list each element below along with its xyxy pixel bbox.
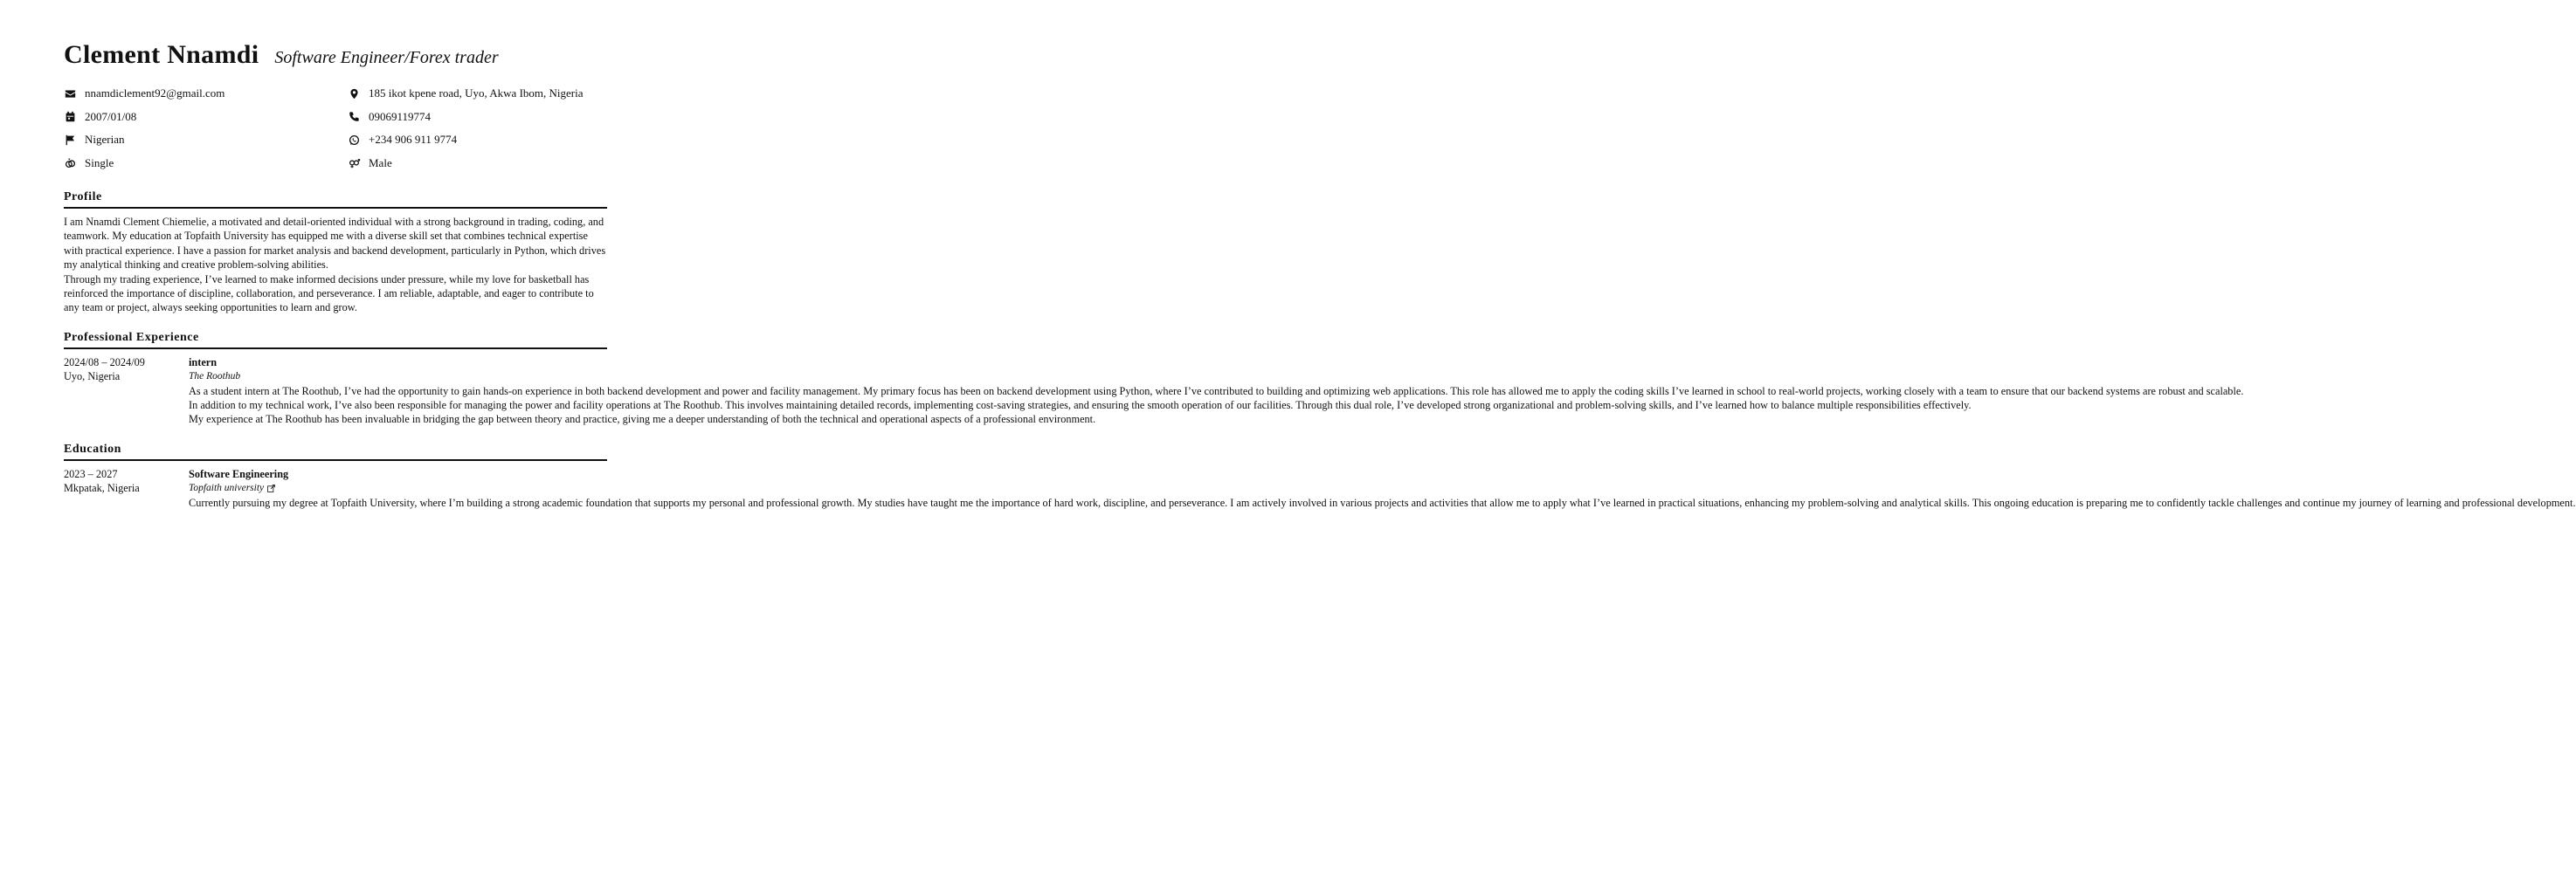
education-heading: Education: [64, 443, 607, 461]
experience-location: Uyo, Nigeria: [64, 370, 121, 383]
contact-marital-status: [64, 152, 348, 175]
contact-details: [64, 82, 607, 175]
experience-body: [189, 355, 2244, 427]
rings-icon: [64, 157, 76, 169]
education-dates: 2023 – 2027: [64, 467, 118, 480]
contact-nationality-text: Nigerian: [85, 133, 125, 147]
calendar-icon: [64, 111, 76, 123]
experience-heading: Professional Experience: [64, 331, 607, 349]
resume-page: [64, 40, 2576, 510]
education-paragraph: Currently pursuing my degree at Topfaith University, where I’m building a strong academic foundation that supports my personal and professional growth. My studies have taught me the importance of hard work, discipline, and perseverance. I am actively involved in various projects and activities that allow me to apply what I’ve learned in practical situations, enhancing my problem-solving and analytical skills. This ongoing education is preparing me to confidently tackle challenges and continue my journey of learning and professional development.: [189, 496, 2576, 509]
education-entry: [64, 467, 2576, 510]
contact-gender-text: Male: [369, 155, 392, 169]
contact-nationality: [64, 128, 348, 152]
experience-paragraph: As a student intern at The Roothub, I’ve had the opportunity to gain hands-on experience in both backend development and power and facility management. My primary focus has been on backend development using Python, where I’ve contributed to building and optimizing web applications. This role has allowed me to apply the coding skills I’ve learned in school to real-world projects, working closely with a team to ensure that our backend systems are robust and scalable.: [189, 384, 2244, 397]
education-body: [189, 467, 2576, 510]
gender-icon: [348, 157, 360, 169]
contact-birthdate-text: 2007/01/08: [85, 109, 137, 123]
phone-icon: [348, 111, 360, 123]
contact-email-text: nnamdiclement92@gmail.com: [85, 86, 225, 100]
contact-address: [348, 82, 607, 106]
education-degree: Software Engineering: [189, 467, 289, 480]
profile-paragraph: I am Nnamdi Clement Chiemelie, a motivated and detail-oriented individual with a strong background in trading, coding, and teamwork. My education at Topfaith University has equipped me with a diverse skill set that combines technical expertise with practical experience. I have a passion for market analysis and backend development, particularly in Python, which drives my analytical thinking and creative problem-solving abilities.: [64, 216, 606, 272]
job-title: Software Engineer/Forex trader: [274, 48, 499, 67]
contact-address-text: 185 ikot kpene road, Uyo, Akwa Ibom, Nigeria: [369, 86, 584, 100]
flag-icon: [64, 134, 76, 146]
education-location: Mkpatak, Nigeria: [64, 482, 140, 495]
experience-paragraph: In addition to my technical work, I’ve also been responsible for managing the power and facility operations at The Roothub. This involves maintaining detailed records, implementing cost-saving strategies, and ensuring the smooth operation of our facilities. Through this dual role, I’ve developed strong organizational and problem-solving skills, and I’ve learned how to balance multiple responsibilities effectively.: [189, 399, 1972, 412]
external-link-icon: [267, 485, 275, 492]
experience-paragraph: My experience at The Roothub has been invaluable in bridging the gap between theory and practice, giving me a deeper understanding of both the technical and operational aspects of a professional environment.: [189, 413, 1096, 426]
education-institution: Topfaith university: [189, 483, 265, 494]
experience-entry: [64, 355, 2244, 427]
profile-paragraph: Through my trading experience, I’ve learned to make informed decisions under pressure, while my love for basketball has reinforced the importance of discipline, collaboration, and perseverance. I am reliable, adaptable, and eager to contribute to any team or project, always seeking opportunities to learn and grow.: [64, 272, 594, 314]
person-name: Clement Nnamdi: [64, 40, 259, 69]
contact-birthdate: [64, 106, 348, 129]
education-meta: [64, 467, 189, 510]
contact-whatsapp[interactable]: [348, 128, 607, 152]
contact-marital-status-text: Single: [85, 155, 114, 169]
profile-summary: [64, 215, 607, 315]
education-institution-link[interactable]: [189, 481, 607, 495]
contact-email[interactable]: [64, 82, 348, 106]
whatsapp-icon: [348, 134, 360, 146]
experience-meta: [64, 355, 189, 427]
resume-header: [64, 40, 607, 77]
contact-phone[interactable]: [348, 106, 607, 129]
experience-description: [189, 384, 2244, 427]
map-pin-icon: [348, 87, 360, 100]
education-description: [189, 496, 2576, 510]
experience-dates: 2024/08 – 2024/09: [64, 355, 145, 368]
envelope-icon: [64, 87, 76, 100]
contact-phone-text: 09069119774: [369, 109, 432, 123]
profile-heading: Profile: [64, 190, 607, 209]
experience-organization: The Roothub: [189, 371, 241, 382]
experience-position: intern: [189, 355, 218, 368]
contact-gender: [348, 152, 607, 175]
contact-whatsapp-text: +234 906 911 9774: [369, 133, 458, 147]
